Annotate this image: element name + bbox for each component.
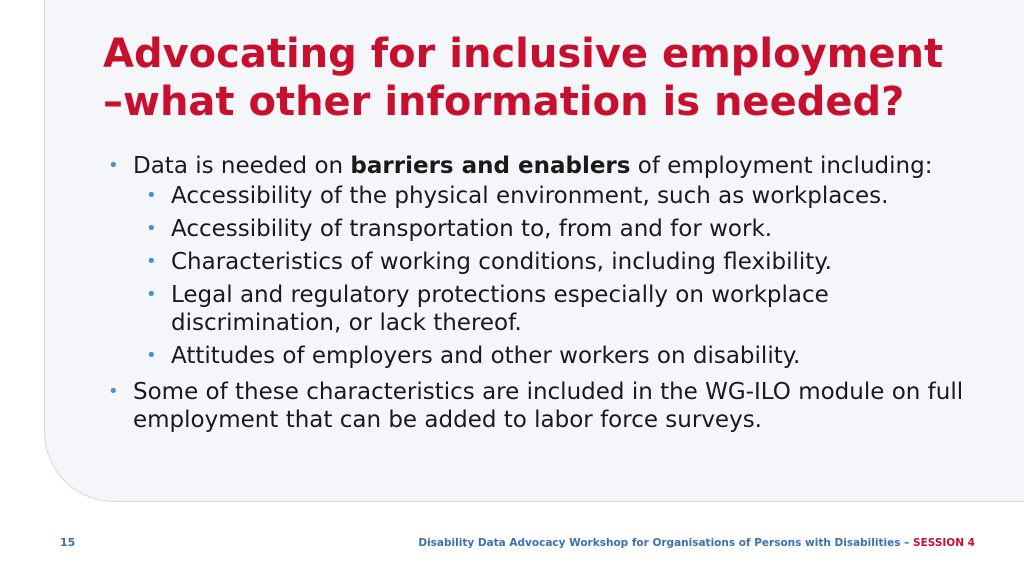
bullet-text: Some of these characteristics are included in the WG-ILO module on full employment that can be added to labor force surveys. xyxy=(133,379,964,433)
slide-title-line-2: –what other information is needed? xyxy=(103,79,905,125)
sub-bullet-text: Characteristics of working conditions, including flexibility. xyxy=(171,249,832,275)
sub-bullet-item xyxy=(146,342,998,370)
bullet-item-barriers xyxy=(108,152,998,370)
bullet-item-wg-ilo xyxy=(108,378,998,434)
bullet-text-before: Data is needed on xyxy=(133,153,351,179)
footer-session-label: SESSION 4 xyxy=(913,537,975,549)
slide-title-line-1: Advocating for inclusive employment xyxy=(103,31,944,77)
sub-bullet-item xyxy=(146,248,998,276)
bullet-dot-icon: • xyxy=(146,185,157,206)
sub-bullet-item xyxy=(146,182,998,210)
bullet-list xyxy=(108,152,998,442)
bullet-text-after: of employment including: xyxy=(630,153,933,179)
sub-bullet-list xyxy=(133,182,998,370)
bullet-dot-icon: • xyxy=(146,284,157,305)
bullet-dot-icon: • xyxy=(146,251,157,272)
page-number: 15 xyxy=(60,536,76,549)
footer-workshop-text: Disability Data Advocacy Workshop for Organisations of Persons with Disabilities – xyxy=(418,537,914,549)
bullet-dot-icon: • xyxy=(108,381,119,402)
sub-bullet-text: Accessibility of the physical environment, such as workplaces. xyxy=(171,183,889,209)
sub-bullet-text: Accessibility of transportation to, from and for work. xyxy=(171,216,773,242)
sub-bullet-item xyxy=(146,215,998,243)
sub-bullet-text: Legal and regulatory protections especially on workplace discrimination, or lack thereof. xyxy=(171,282,829,336)
bullet-dot-icon: • xyxy=(146,345,157,366)
bullet-dot-icon: • xyxy=(108,155,119,176)
sub-bullet-item xyxy=(146,281,998,337)
sub-bullet-text: Attitudes of employers and other workers on disability. xyxy=(171,343,801,369)
slide-title xyxy=(103,30,1013,126)
bullet-text-bold: barriers and enablers xyxy=(350,153,631,179)
bullet-dot-icon: • xyxy=(146,218,157,239)
footer-caption xyxy=(418,537,975,549)
